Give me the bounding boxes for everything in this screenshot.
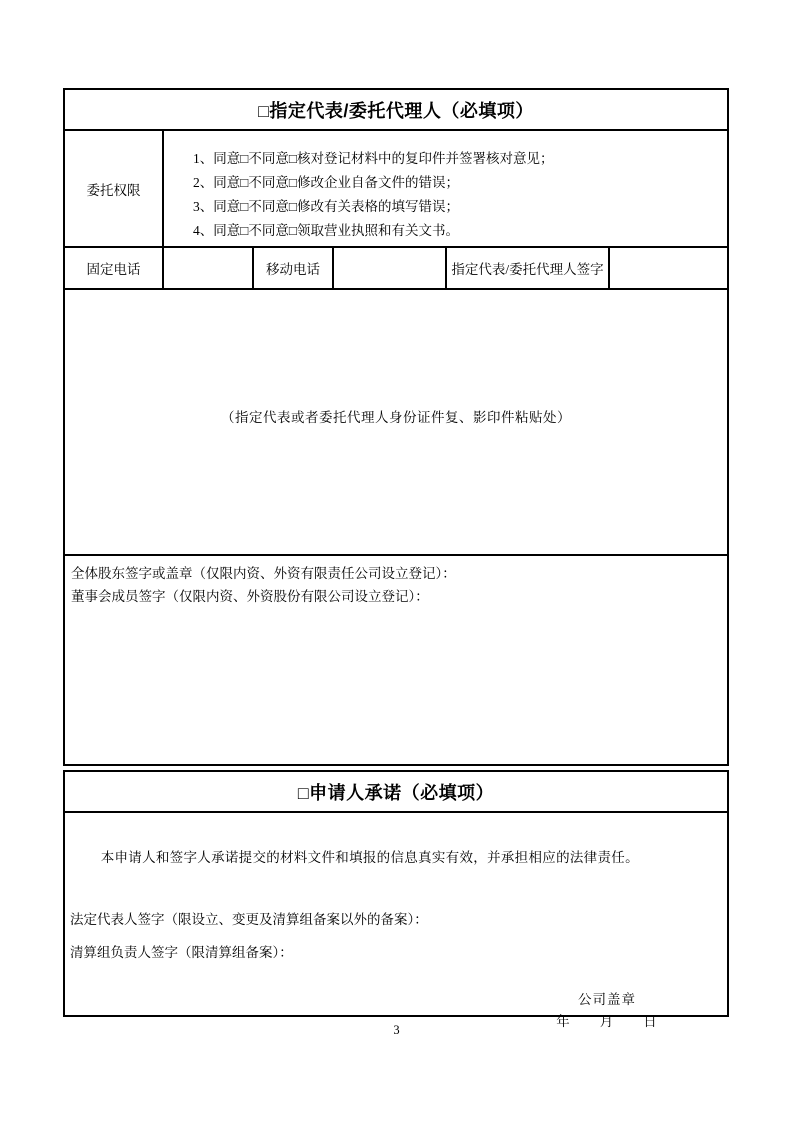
id-paste-note: （指定代表或者委托代理人身份证件复、影印件粘贴处） [221,410,571,425]
authority-item-1: 1、同意□不同意□核对登记材料中的复印件并签署核对意见； [193,151,554,166]
agent-section-table [63,88,729,766]
signature-area[interactable] [65,556,727,762]
agent-section-title: □指定代表/委托代理人（必填项） [65,90,727,131]
date-line: 年 月 日 [556,1014,658,1029]
liquidation-signature-line: 清算组负责人签字（限清算组备案）： [70,945,293,960]
page-number: 3 [393,1023,400,1037]
authority-row [65,131,727,248]
authority-item-4: 4、同意□不同意□领取营业执照和有关文书。 [193,223,460,238]
mobile-phone-label: 移动电话 [254,248,334,288]
commitment-section-title: □申请人承诺（必填项） [65,772,727,813]
company-seal-label: 公司盖章 [578,992,636,1007]
fixed-phone-value-cell[interactable] [164,248,254,288]
legal-rep-signature-line: 法定代表人签字（限设立、变更及清算组备案以外的备案）： [70,912,428,927]
agent-signature-value-cell[interactable] [610,248,727,288]
commitment-body [65,849,727,1051]
authority-items [164,131,727,246]
authority-item-3: 3、同意□不同意□修改有关表格的填写错误； [193,199,460,214]
mobile-phone-value-cell[interactable] [334,248,447,288]
board-members-signature-line: 董事会成员签字（仅限内资、外资股份有限公司设立登记）： [71,589,429,604]
authority-label: 委托权限 [65,131,164,246]
id-paste-area[interactable] [65,290,727,556]
contact-row [65,248,727,290]
agent-signature-label: 指定代表/委托代理人签字 [447,248,610,288]
commitment-section-table [63,770,729,1029]
commitment-statement: 本申请人和签字人承诺提交的材料文件和填报的信息真实有效，并承担相应的法律责任。 [100,850,639,865]
shareholders-signature-line: 全体股东签字或盖章（仅限内资、外资有限责任公司设立登记）： [71,566,456,581]
fixed-phone-label: 固定电话 [65,248,164,288]
authority-item-2: 2、同意□不同意□修改企业自备文件的错误； [193,175,460,190]
